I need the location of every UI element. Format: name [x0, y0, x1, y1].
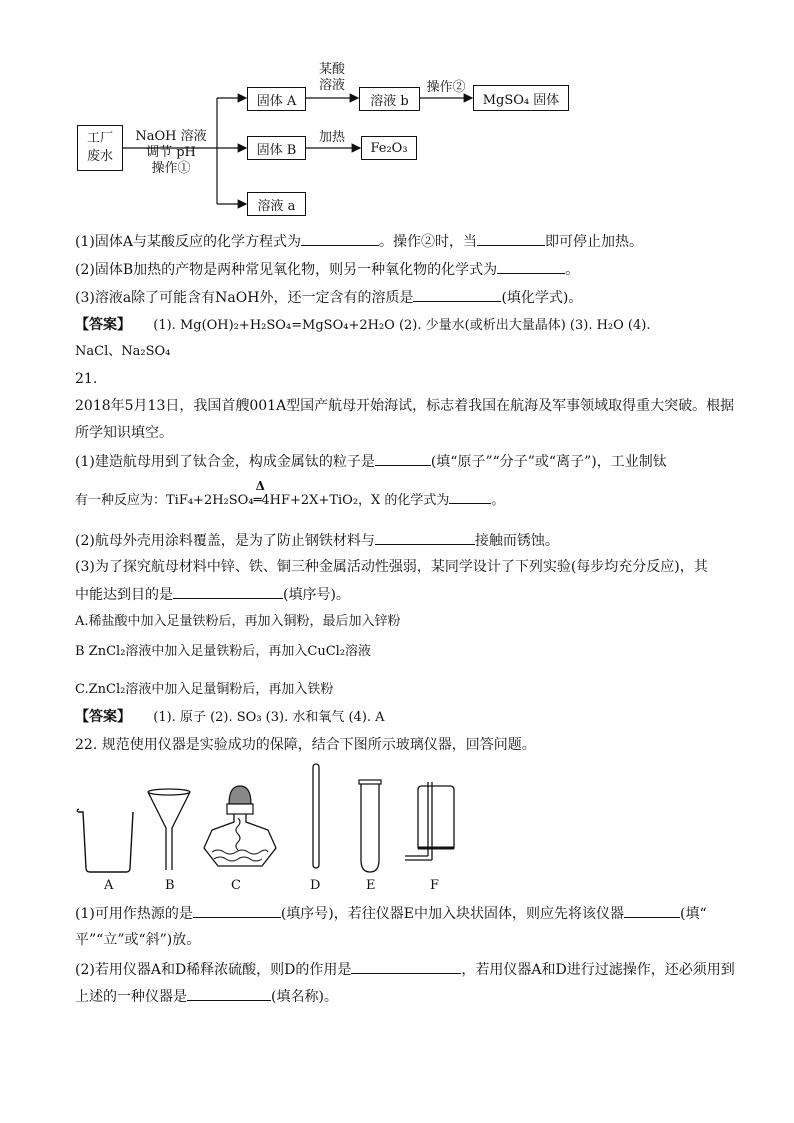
q20-part2-text-a: (2)固体B加热的产物是两种常见氧化物，则另一种氧化物的化学式为 [75, 262, 498, 278]
label-op2: 操作② [426, 80, 466, 95]
q20-answer-line2: NaCl、Na₂SO₄ [75, 344, 171, 359]
q21-blank3 [375, 530, 475, 545]
glassware-figure [0, 760, 794, 878]
box-solid-b: 固体 B [247, 136, 306, 160]
q21-part2-text-a: (2)航母外壳用涂料覆盖，是为了防止钢铁材料与 [75, 533, 375, 549]
box-mgso4-solid: MgSO₄ 固体 [473, 85, 569, 111]
q21-answer-label: 【答案】 [75, 709, 131, 725]
delta-icon: Δ [255, 479, 265, 493]
box-solution-b: 溶液 b [359, 87, 420, 111]
q21-part3-line2 [75, 584, 350, 605]
q21-option-c: C.ZnCl₂溶液中加入足量铜粉后，再加入铁粉 [75, 682, 334, 697]
q22-part2-text-a: (2)若用仪器A和D稀释浓硫酸，则D的作用是 [75, 962, 352, 978]
q22-part2-line1 [75, 959, 735, 980]
q20-part1-text-a: (1)固体A与某酸反应的化学方程式为 [75, 234, 301, 250]
q22-part1-line1 [75, 903, 707, 924]
funnel-icon [148, 789, 190, 870]
q21-option-a: A.稀盐酸中加入足量铁粉后，再加入铜粉，最后加入锌粉 [75, 614, 401, 629]
q20-blank3 [497, 259, 565, 274]
alcohol-lamp-icon [204, 786, 276, 866]
q20-answer-label: 【答案】 [75, 317, 131, 333]
q20-answer [75, 315, 650, 336]
label-a: A [104, 878, 114, 893]
q21-part3-line1: (3)为了探究航母材料中锌、铁、铜三种金属活动性强弱，某同学设计了下列实验(每步均充分反应)，其 [75, 559, 708, 575]
q22-part2-line2 [75, 986, 338, 1007]
flow-arrows [0, 0, 794, 230]
label-naoh-line1: NaOH 溶液 [135, 129, 207, 144]
q21-reaction-left: 有一种反应为：TiF₄+2H₂SO₄ [75, 493, 254, 508]
q20-part3-text-b: (填化学式)。 [501, 290, 583, 306]
q20-part3-text-a: (3)溶液a除了可能含有NaOH外，还一定含有的溶质是 [75, 290, 414, 306]
q20-part1-text-b: 。操作②时，当 [378, 234, 477, 250]
q22-intro: 22. 规范使用仪器是实验成功的保障，结合下图所示玻璃仪器，回答问题。 [75, 737, 536, 753]
test-tube-icon [359, 780, 381, 872]
beaker-icon [77, 809, 133, 872]
q21-intro-line2: 所学知识填空。 [75, 425, 173, 441]
q21-part1-text-a: (1)建造航母用到了钛合金，构成金属钛的粒子是 [75, 454, 375, 470]
q22-part1-text-a: (1)可用作热源的是 [75, 906, 193, 922]
q21-intro-line1: 2018年5月13日，我国首艘001A型国产航母开始海试，标志着我国在航海及军事领域取得重大突破。根据 [75, 398, 735, 414]
label-b: B [165, 878, 175, 893]
q22-part2-text-d: (填名称)。 [271, 989, 338, 1005]
label-f: F [430, 878, 440, 893]
q21-part1 [75, 451, 667, 472]
q20-answer-text: (1). Mg(OH)₂+H₂SO₄=MgSO₄+2H₂O (2). 少量水(或析出大量晶体) (3). H₂O (4). [153, 318, 651, 333]
glass-rod-icon [313, 764, 319, 868]
q22-part1-line2: 平”“立”或“斜”)放。 [75, 932, 201, 948]
q21-part3-text-c: (填序号)。 [283, 587, 350, 603]
box-fe2o3: Fe₂O₃ [361, 136, 417, 160]
q21-part2-text-b: 接触而锈蚀。 [474, 533, 559, 549]
q20-blank2 [477, 231, 545, 246]
box-solution-a: 溶液 a [247, 192, 306, 216]
label-acid-line2: 溶液 [318, 78, 345, 93]
q21-reaction-end: 。 [491, 493, 505, 508]
q21-part1-text-b: (填“原子”“分子”或“离子”)，工业制钛 [430, 454, 667, 470]
q20-blank1 [301, 231, 379, 246]
label-e: E [366, 878, 376, 893]
q22-part2-text-c: 上述的一种仪器是 [75, 989, 187, 1005]
q21-part2 [75, 530, 559, 551]
q22-part2-text-b: ，若用仪器A和D进行过滤操作，还必须用到 [461, 962, 735, 978]
box-factory-wastewater-line2: 废水 [86, 149, 113, 164]
q21-reaction-right: 4HF+2X+TiO₂，X 的化学式为 [261, 493, 450, 508]
label-acid-line1: 某酸 [318, 62, 345, 77]
q20-part3 [75, 287, 582, 308]
q21-reaction-arrow: Δ ═ [254, 491, 262, 511]
q21-answer [75, 707, 385, 728]
box-solid-a: 固体 A [247, 87, 306, 111]
label-acid [306, 62, 358, 94]
q20-blank4 [413, 287, 501, 302]
q22-part1-text-b: (填序号)，若往仪器E中加入块状固体，则应先将该仪器 [280, 906, 624, 922]
gas-bottle-icon [405, 782, 454, 860]
label-naoh-line3: 操作① [151, 161, 191, 176]
q20-part2-text-b: 。 [565, 262, 580, 278]
q21-blank4 [173, 584, 283, 599]
label-c: C [231, 878, 241, 893]
q21-blank2 [449, 489, 491, 504]
q22-blank2 [624, 903, 680, 918]
label-heat: 加热 [318, 130, 345, 145]
label-naoh-line2: 调节 pH [146, 145, 196, 160]
q22-blank1 [193, 903, 281, 918]
q21-answer-text: (1). 原子 (2). SO₃ (3). 水和氧气 (4). A [153, 710, 385, 725]
label-naoh-step1 [126, 129, 216, 177]
q21-part1-reaction [75, 479, 505, 511]
q21-part3-text-b: 中能达到目的是 [75, 587, 173, 603]
q22-blank3 [351, 959, 461, 974]
label-d: D [310, 878, 321, 893]
q20-part1 [75, 231, 643, 252]
q21-blank1 [375, 451, 431, 466]
box-factory-wastewater-line1: 工厂 [86, 131, 113, 146]
q20-part2 [75, 259, 579, 280]
q22-part1-text-c: (填“ [680, 906, 707, 922]
box-factory-wastewater [77, 125, 123, 171]
q21-option-b: B ZnCl₂溶液中加入足量铁粉后，再加入CuCl₂溶液 [75, 644, 372, 659]
q20-part1-text-c: 即可停止加热。 [544, 234, 643, 250]
q22-blank4 [187, 986, 271, 1001]
q21-number: 21. [75, 371, 98, 387]
